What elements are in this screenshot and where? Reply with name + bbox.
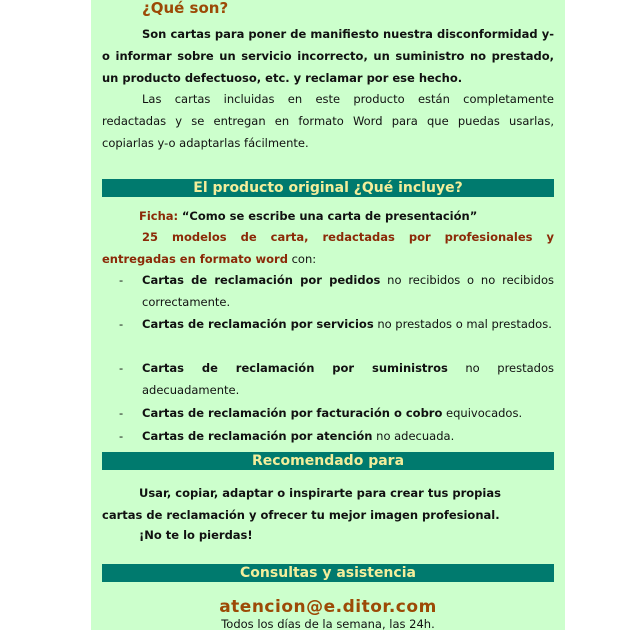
ficha-line <box>139 205 554 227</box>
section-bar-product: El producto original ¿Qué incluye? <box>102 179 554 197</box>
what-paragraph-2: Las cartas incluidas en este producto están completamente redactadas y se entregan en formato Word para que puedas usarlas, copiarlas y-o adaptarlas fácilmente. <box>102 92 554 150</box>
list-item-rest: no adecuada. <box>372 429 455 443</box>
ficha-title: “Como se escribe una carta de presentación” <box>181 209 478 223</box>
list-item-rest: no recibidos o no recibidos correctamente. <box>142 273 554 309</box>
list-item-bold: Cartas de reclamación por atención <box>142 429 373 443</box>
list-item-rest: no prestados o mal prestados. <box>373 317 552 331</box>
section-bar-recommended: Recomendado para <box>102 452 554 470</box>
contact-hours: Todos los días de la semana, las 24h. <box>221 617 435 631</box>
models-paragraph <box>102 226 554 270</box>
recommended-line-3: ¡No te lo pierdas! <box>139 528 253 542</box>
section-bar-contact: Consultas y asistencia <box>102 564 554 582</box>
models-line-1: 25 modelos de carta, redactadas por profesionales y <box>142 230 554 244</box>
list-item-rest: no prestados adecuadamente. <box>142 361 554 397</box>
list-item-bold: Cartas de reclamación por servicios <box>142 317 374 331</box>
list-item-rest: equivocados. <box>442 406 523 420</box>
what-paragraph-1: Son cartas para poner de manifiesto nuestra disconformidad y-o informar sobre un servicio incorrecto, un suministro no prestado, un producto defectuoso, etc. y reclamar por ese hecho. <box>102 27 554 85</box>
models-con: con: <box>287 252 317 266</box>
recommended-line-2: cartas de reclamación y ofrecer tu mejor imagen profesional. <box>102 508 500 522</box>
list-item-bold: Cartas de reclamación por pedidos <box>142 273 381 287</box>
ficha-label: Ficha: <box>139 209 179 223</box>
models-line-2 <box>102 248 554 270</box>
models-format: entregadas en formato word <box>102 252 288 266</box>
contact-email-link[interactable]: atencion@e.ditor.com <box>219 597 437 617</box>
section-heading-what: ¿Qué son? <box>142 0 229 17</box>
list-item-bold: Cartas de reclamación por facturación o cobro <box>142 406 443 420</box>
recommended-line-1: Usar, copiar, adaptar o inspirarte para crear tus propias <box>139 486 501 500</box>
list-item-bold: Cartas de reclamación por suministros <box>142 361 448 375</box>
